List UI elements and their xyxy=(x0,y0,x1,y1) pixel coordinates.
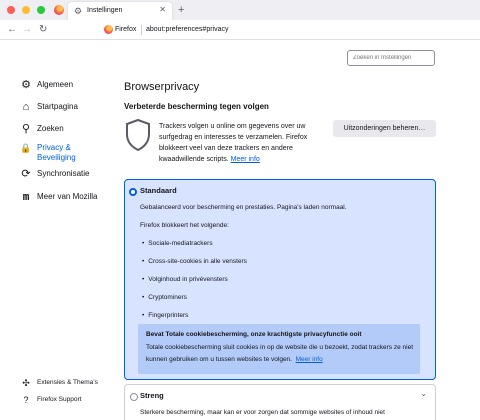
description-text: Trackers volgen u online om gegevens over uw surfgedrag en interesses te verzamelen. Firefox blokkeert veel van deze trackers en andere kwaadwillende scripts. xyxy=(159,123,308,163)
strict-title: Streng xyxy=(140,391,164,400)
home-icon: ⌂ xyxy=(22,101,30,113)
puzzle-icon: ✣ xyxy=(22,378,30,388)
search-icon: ⚲ xyxy=(21,123,31,135)
callout-body: Totale cookiebescherming sluit cookies in op de website die u bezoekt, zodat trackers ze niet kunnen gebruiken om u tussen websites te volgen. xyxy=(146,344,414,363)
privacy-label-line2: Beveiliging xyxy=(37,153,76,162)
standard-protection-card[interactable] xyxy=(124,179,436,380)
firefox-icon xyxy=(104,25,113,34)
mozilla-icon: m xyxy=(22,190,30,203)
list-item: • Cross-site-cookies in alle vensters xyxy=(142,257,247,266)
list-item: • Cryptominers xyxy=(142,293,187,302)
sidebar-item-label: Synchronisatie xyxy=(37,169,90,178)
callout-learn-more-link[interactable]: Meer info xyxy=(295,356,323,363)
tab-settings[interactable] xyxy=(68,2,172,20)
window-maximize-button[interactable] xyxy=(37,6,45,14)
sidebar-item-general[interactable] xyxy=(20,79,73,93)
lock-icon: 🔒 xyxy=(20,143,32,153)
learn-more-link[interactable]: Meer info xyxy=(230,156,260,163)
url-bar[interactable] xyxy=(100,23,472,37)
tracking-description xyxy=(159,121,329,165)
sidebar-item-home[interactable] xyxy=(20,101,78,115)
list-item: • Volginhoud in privévensters xyxy=(142,275,228,284)
sync-icon: ⟳ xyxy=(21,168,31,180)
sidebar-item-label: Startpagina xyxy=(37,102,78,111)
tab-title: Instellingen xyxy=(87,7,123,14)
callout-title: Bevat Totale cookiebescherming, onze krachtigste privacyfunctie ooit xyxy=(146,331,362,338)
sidebar-item-label: Firefox Support xyxy=(37,396,82,403)
blocks-heading: Firefox blokkeert het volgende: xyxy=(140,222,229,229)
help-icon: ? xyxy=(23,395,29,405)
callout-text xyxy=(146,342,416,366)
sidebar-item-support[interactable] xyxy=(20,394,81,408)
sidebar-item-sync[interactable] xyxy=(20,168,89,182)
section-title: Verbeterde bescherming tegen volgen xyxy=(124,102,269,111)
gear-icon: ⚙ xyxy=(74,6,83,16)
standard-subtitle: Gebalanceerd voor bescherming en prestaties. Pagina’s laden normaal. xyxy=(140,204,347,211)
sidebar-item-label: Zoeken xyxy=(37,124,64,133)
standard-radio[interactable] xyxy=(129,188,137,196)
manage-exceptions-button[interactable]: Uitzonderingen beheren… xyxy=(333,120,436,137)
gear-icon: ⚙ xyxy=(21,79,31,91)
preferences-page xyxy=(0,41,480,420)
list-item: • Fingerprinters xyxy=(142,311,188,320)
page-title: Browserprivacy xyxy=(124,81,200,93)
navigation-bar xyxy=(0,20,480,40)
identity-label[interactable]: Firefox xyxy=(115,26,137,33)
url-divider xyxy=(141,25,142,35)
tab-strip xyxy=(0,0,480,20)
shield-icon xyxy=(124,118,152,152)
tab-close-icon[interactable]: ✕ xyxy=(159,5,166,14)
sidebar-item-extensions[interactable] xyxy=(20,377,98,391)
window-close-button[interactable] xyxy=(7,6,15,14)
sidebar-item-search[interactable] xyxy=(20,123,64,137)
list-item: • Sociale-mediatrackers xyxy=(142,239,213,248)
strict-protection-card[interactable] xyxy=(124,384,436,420)
search-input[interactable] xyxy=(347,50,435,66)
forward-button[interactable]: → xyxy=(22,24,32,35)
strict-radio[interactable] xyxy=(130,393,138,401)
sidebar-item-label xyxy=(37,143,76,163)
cookie-protection-callout xyxy=(138,324,420,374)
new-tab-button[interactable]: + xyxy=(178,4,185,16)
sidebar-item-label: Extensies & Thema’s xyxy=(37,379,98,386)
privacy-label-line1: Privacy & xyxy=(37,143,71,152)
reload-button[interactable]: ↻ xyxy=(39,24,48,35)
sidebar-item-privacy[interactable] xyxy=(20,142,76,164)
standard-title: Standaard xyxy=(140,186,177,195)
url-text[interactable]: about:preferences#privacy xyxy=(146,26,229,33)
strict-subtitle: Sterkere bescherming, maar kan er voor zorgen dat sommige websites of inhoud niet xyxy=(140,409,385,416)
sidebar-item-label: Algemeen xyxy=(37,80,74,89)
chevron-down-icon[interactable]: ⌄ xyxy=(420,389,427,398)
window-minimize-button[interactable] xyxy=(22,6,30,14)
sidebar-item-mozilla[interactable] xyxy=(20,191,97,205)
back-button[interactable]: ← xyxy=(7,24,17,35)
firefox-view-icon[interactable] xyxy=(54,5,64,15)
sidebar-item-label: Meer van Mozilla xyxy=(37,192,98,201)
